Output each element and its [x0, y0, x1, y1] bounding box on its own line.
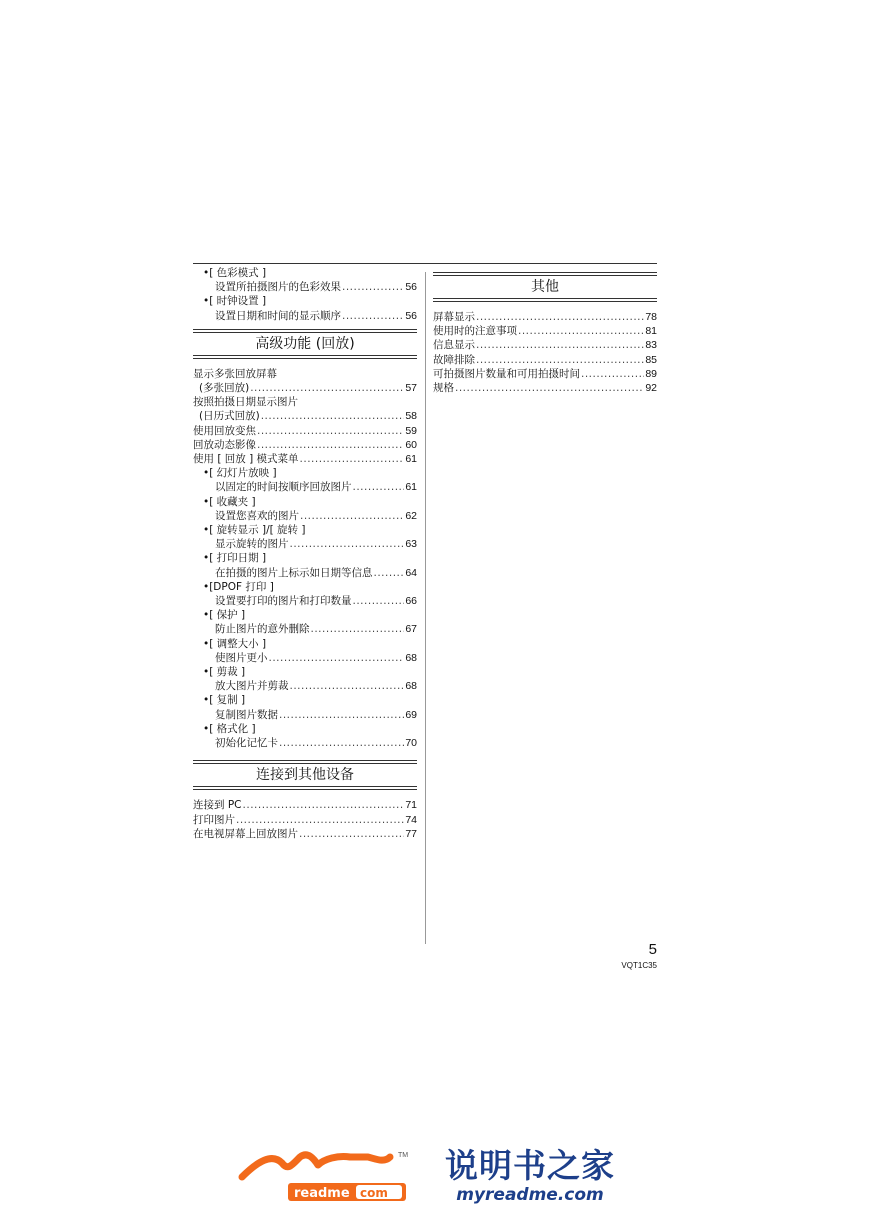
toc-entry[interactable]: [193, 509, 417, 523]
toc-entry-text: 设置要打印的图片和打印数量: [215, 595, 352, 608]
toc-page-number: 83: [645, 339, 657, 352]
toc-entry-text: 在拍摄的图片上标示如日期等信息: [215, 566, 373, 579]
logo-url[interactable]: myreadme.com: [456, 1185, 604, 1205]
toc-entry-text: 设置日期和时间的显示顺序: [215, 309, 341, 322]
toc-entry[interactable]: [193, 280, 417, 294]
toc-bullet-label: • [ 格式化 ]: [193, 722, 417, 736]
toc-page-number: 74: [405, 813, 417, 826]
toc-page-number: 81: [645, 325, 657, 338]
toc-entry-text: 复制图片数据: [215, 708, 278, 721]
toc-entry-text: 在电视屏幕上回放图片: [193, 827, 298, 840]
toc-entry-text: 打印图片: [193, 813, 235, 826]
column-divider: [425, 272, 426, 944]
tm-mark: TM: [398, 1152, 409, 1159]
toc-left-column: [193, 266, 417, 841]
toc-entry-text: 使用 [ 回放 ] 模式菜单: [193, 453, 299, 466]
toc-bullet-entry: [193, 665, 417, 693]
toc-entry[interactable]: [193, 651, 417, 665]
toc-bullet-entry: [193, 523, 417, 551]
toc-entry-text: 初始化记忆卡: [215, 737, 278, 750]
toc-entry[interactable]: [433, 353, 657, 367]
toc-page-number: 64: [405, 566, 417, 579]
toc-page-number: 68: [405, 680, 417, 693]
toc-entry[interactable]: [193, 708, 417, 722]
toc-page-number: 56: [405, 309, 417, 322]
toc-bullet-entry: [193, 637, 417, 665]
toc-bullet-entry: [193, 466, 417, 494]
toc-page-number: 78: [645, 311, 657, 323]
toc-entry-text: 放大图片并剪裁: [215, 680, 289, 693]
toc-entry[interactable]: [433, 338, 657, 352]
toc-page-number: 71: [405, 799, 417, 812]
toc-entry[interactable]: [433, 324, 657, 338]
toc-bullet-label: • [ 调整大小 ]: [193, 637, 417, 651]
toc-bullet-entry: [193, 266, 417, 294]
toc-entry-text: 防止图片的意外删除: [215, 623, 310, 636]
toc-entry[interactable]: [433, 381, 657, 395]
toc-entry-text: (多张回放): [199, 382, 250, 395]
toc-entry[interactable]: [193, 424, 417, 438]
toc-page-number: 57: [405, 382, 417, 395]
toc-bullet-entry: [193, 551, 417, 579]
toc-entry-text: 回放动态影像: [193, 438, 256, 451]
toc-entry-text: 设置所拍摄图片的色彩效果: [215, 281, 341, 294]
toc-bullet-entry: [193, 495, 417, 523]
toc-entry[interactable]: [193, 827, 417, 841]
toc-entry[interactable]: [193, 480, 417, 494]
com-text: com: [360, 1186, 388, 1200]
toc-bullet-label: • [ 打印日期 ]: [193, 551, 417, 565]
toc-entry[interactable]: [193, 452, 417, 466]
toc-page-number: 85: [645, 353, 657, 366]
toc-entry[interactable]: [193, 537, 417, 551]
toc-entry-text: 使用时的注意事项: [433, 325, 517, 338]
toc-entry[interactable]: [193, 679, 417, 693]
toc-entry[interactable]: [193, 798, 417, 812]
toc-entry-text: 故障排除: [433, 353, 475, 366]
toc-page-number: 68: [405, 651, 417, 664]
toc-entry-text: 设置您喜欢的图片: [215, 509, 299, 522]
toc-entry-text: 按照拍摄日期显示图片: [193, 396, 298, 409]
toc-page-number: 60: [405, 438, 417, 451]
toc-bullet-label: • [ 色彩模式 ]: [193, 266, 417, 280]
toc-page-number: 58: [405, 410, 417, 423]
toc-bullet-label: • [ 复制 ]: [193, 693, 417, 707]
toc-page-number: 67: [405, 623, 417, 636]
toc-bullet-label: • [ 保护 ]: [193, 608, 417, 622]
logo-title: 说明书之家: [445, 1146, 615, 1185]
toc-bullet-label: • [DPOF 打印 ]: [193, 580, 417, 594]
toc-page-number: 92: [645, 382, 657, 395]
toc-bullet-entry: [193, 608, 417, 636]
toc-bullet-entry: [193, 722, 417, 750]
section-heading-connect: 连接到其他设备: [193, 760, 417, 790]
toc-page-number: 70: [405, 737, 417, 750]
toc-entry[interactable]: [433, 367, 657, 381]
toc-entry[interactable]: [193, 594, 417, 608]
toc-page-number: 66: [405, 595, 417, 608]
toc-page-number: 69: [405, 708, 417, 721]
my-swoosh-icon: [242, 1155, 390, 1177]
toc-entry-text: 使用回放变焦: [193, 424, 256, 437]
toc-bullet-label: • [ 剪裁 ]: [193, 665, 417, 679]
toc-entry[interactable]: [193, 736, 417, 750]
toc-entry-text: 屏幕显示: [433, 311, 475, 323]
toc-bullet-label: • [ 收藏夹 ]: [193, 495, 417, 509]
readme-text: readme: [294, 1186, 350, 1201]
toc-entry-text: 可拍摄图片数量和可用拍摄时间: [433, 367, 580, 380]
top-rule: [193, 263, 657, 264]
toc-right-column: [433, 272, 657, 395]
toc-entry-multi[interactable]: [193, 395, 417, 423]
toc-page-number: 77: [405, 827, 417, 840]
toc-page-number: 89: [645, 367, 657, 380]
toc-entry[interactable]: [433, 310, 657, 324]
myreadme-logo: [238, 1143, 413, 1203]
toc-entry-text: 规格: [433, 382, 454, 395]
toc-bullet-entry: [193, 580, 417, 608]
toc-entry-text: 以固定的时间按顺序回放图片: [215, 481, 352, 494]
toc-page-number: 63: [405, 538, 417, 551]
toc-entry[interactable]: [193, 622, 417, 636]
toc-bullet-label: • [ 旋转显示 ]/[ 旋转 ]: [193, 523, 417, 537]
section-heading-other: 其他: [433, 272, 657, 302]
toc-page-number: 62: [405, 509, 417, 522]
toc-entry-text: 连接到 PC: [193, 799, 242, 812]
toc-entry-multi[interactable]: [193, 367, 417, 395]
toc-entry[interactable]: [193, 438, 417, 452]
toc-bullet-label: • [ 幻灯片放映 ]: [193, 466, 417, 480]
toc-entry[interactable]: [193, 309, 417, 323]
toc-entry[interactable]: [193, 813, 417, 827]
toc-bullet-entry: [193, 294, 417, 322]
my-logo-text: MY: [328, 1172, 331, 1174]
toc-entry[interactable]: [193, 566, 417, 580]
toc-page-number: 59: [405, 424, 417, 437]
section-heading-playback: 高级功能 (回放): [193, 329, 417, 359]
toc-entry-text: 显示旋转的图片: [215, 538, 289, 551]
page-number: 5: [648, 941, 657, 958]
toc-entry-text: 使图片更小: [215, 651, 268, 664]
toc-bullet-entry: [193, 693, 417, 721]
toc-entry-text: (日历式回放): [199, 410, 260, 423]
toc-page-number: 61: [405, 481, 417, 494]
shuomingshu-logo: [440, 1147, 620, 1205]
toc-page-number: 56: [405, 281, 417, 294]
toc-entry-text: 显示多张回放屏幕: [193, 367, 277, 380]
toc-bullet-label: • [ 时钟设置 ]: [193, 294, 417, 308]
document-code: VQT1C35: [621, 961, 657, 970]
toc-entry-text: 信息显示: [433, 339, 475, 352]
toc-page-number: 61: [405, 453, 417, 466]
